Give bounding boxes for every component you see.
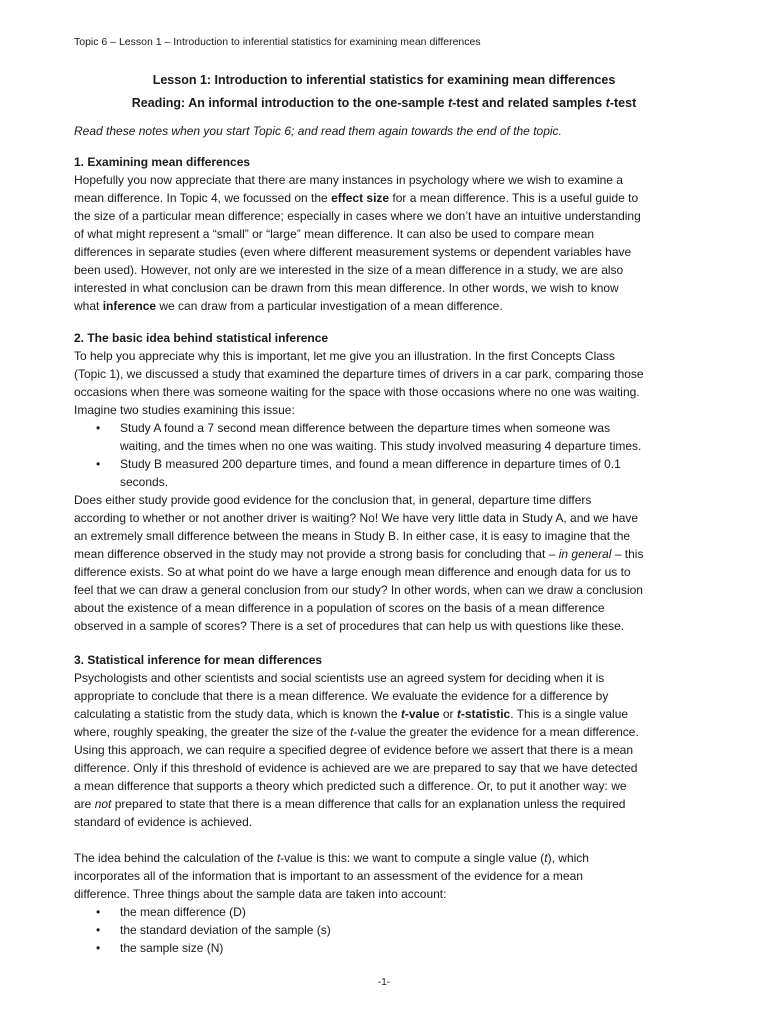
section-heading: 2. The basic idea behind statistical inference [74,331,329,345]
list-item: • the sample size (N) [96,941,224,955]
list-item: • Study B measured 200 departure times, and found a mean difference in departure times of 0.1 seconds. [96,457,621,489]
paragraph: Hopefully you now appreciate that there are many instances in psychology where we wish to examine a mean difference. In Topic 4, we focussed on the effect size for a mean difference. This is a useful guide to the size of a particular mean difference; especially in cases where we don’t have an intuitive understanding of what might represent a “small” or “large” mean difference. It can also be used to compare mean differences in separate studies (even where different measurement systems or dependent variables have been used). However, not only are we interested in the size of a mean difference in a study, we are also interested in what conclusion can be drawn from this mean difference. In other words, we wish to know what inference we can draw from a particular investigation of a mean difference. [74,173,641,313]
page-number: -1- [377,977,391,988]
running-header: Topic 6 – Lesson 1 – Introduction to inferential statistics for examining mean differences [74,36,481,48]
list-item: • the mean difference (D) [96,905,246,919]
paragraph: To help you appreciate why this is important, let me give you an illustration. In the first Concepts Class (Topic 1), we discussed a study that examined the departure times of drivers in a car park, comparing those occasions when there was someone waiting for the space with those occasions where no one was waiting. Imagine two studies examining this issue: [74,349,644,417]
study-list [74,419,710,491]
list-item: • the standard deviation of the sample (s) [96,923,331,937]
list-item: • Study A found a 7 second mean difference between the departure times when someone was waiting, and the times when no one was waiting. This study involved measuring 4 departure times. [96,421,642,453]
bullet-icon: • [96,905,101,919]
bullet-icon: • [96,923,101,937]
sample-factors-list [74,903,710,957]
bullet-icon: • [96,421,101,435]
section-heading: 1. Examining mean differences [74,155,251,169]
intro-note: Read these notes when you start Topic 6; and read them again towards the end of the topic. [74,124,562,138]
section-statistical-inference-mean-differences [74,651,710,957]
bullet-icon: • [96,457,101,471]
section-statistical-inference-idea [74,329,710,635]
section-heading: 3. Statistical inference for mean differences [74,653,323,667]
lesson-title: Lesson 1: Introduction to inferential statistics for examining mean differences [152,73,616,87]
reading-subtitle: Reading: An informal introduction to the one-sample t-test and related samples t-test [131,96,637,110]
paragraph: The idea behind the calculation of the t-value is this: we want to compute a single value (t), which incorporates all of the information that is important to an assessment of the evidence for a mean difference. Three things about the sample data are taken into account: [74,851,589,901]
section-examining-mean-differences [74,153,710,315]
lesson-title-block [74,69,694,115]
bullet-icon: • [96,941,101,955]
paragraph: Psychologists and other scientists and social scientists use an agreed system for deciding when it is appropriate to conclude that there is a mean difference. We evaluate the evidence for a difference by calculating a statistic from the study data, which is known the t-value or t-statistic. This is a single value where, roughly speaking, the greater the size of the t-value the greater the evidence for a mean difference. Using this approach, we can require a specified degree of evidence before we assert that there is a mean difference. Only if this threshold of evidence is achieved are we are prepared to say that we have detected a mean difference that supports a theory which predicted such a difference. Or, to put it another way: we are not prepared to state that there is a mean difference that calls for an explanation unless the required standard of evidence is achieved. [74,671,639,829]
paragraph: Does either study provide good evidence for the conclusion that, in general, departure time differs according to whether or not another driver is waiting? No! We have very little data in Study A, and we have an extremely small difference between the means in Study B. In either case, it is easy to imagine that the mean difference observed in the study may not provide a strong basis for concluding that – in general – this difference exists. So at what point do we have a large enough mean difference and enough data for us to feel that we can draw a general conclusion from our study? In other words, when can we draw a conclusion about the existence of a mean difference in a population of scores on the basis of a mean difference observed in a sample of scores? There is a set of procedures that can help us with questions like these. [74,493,644,633]
